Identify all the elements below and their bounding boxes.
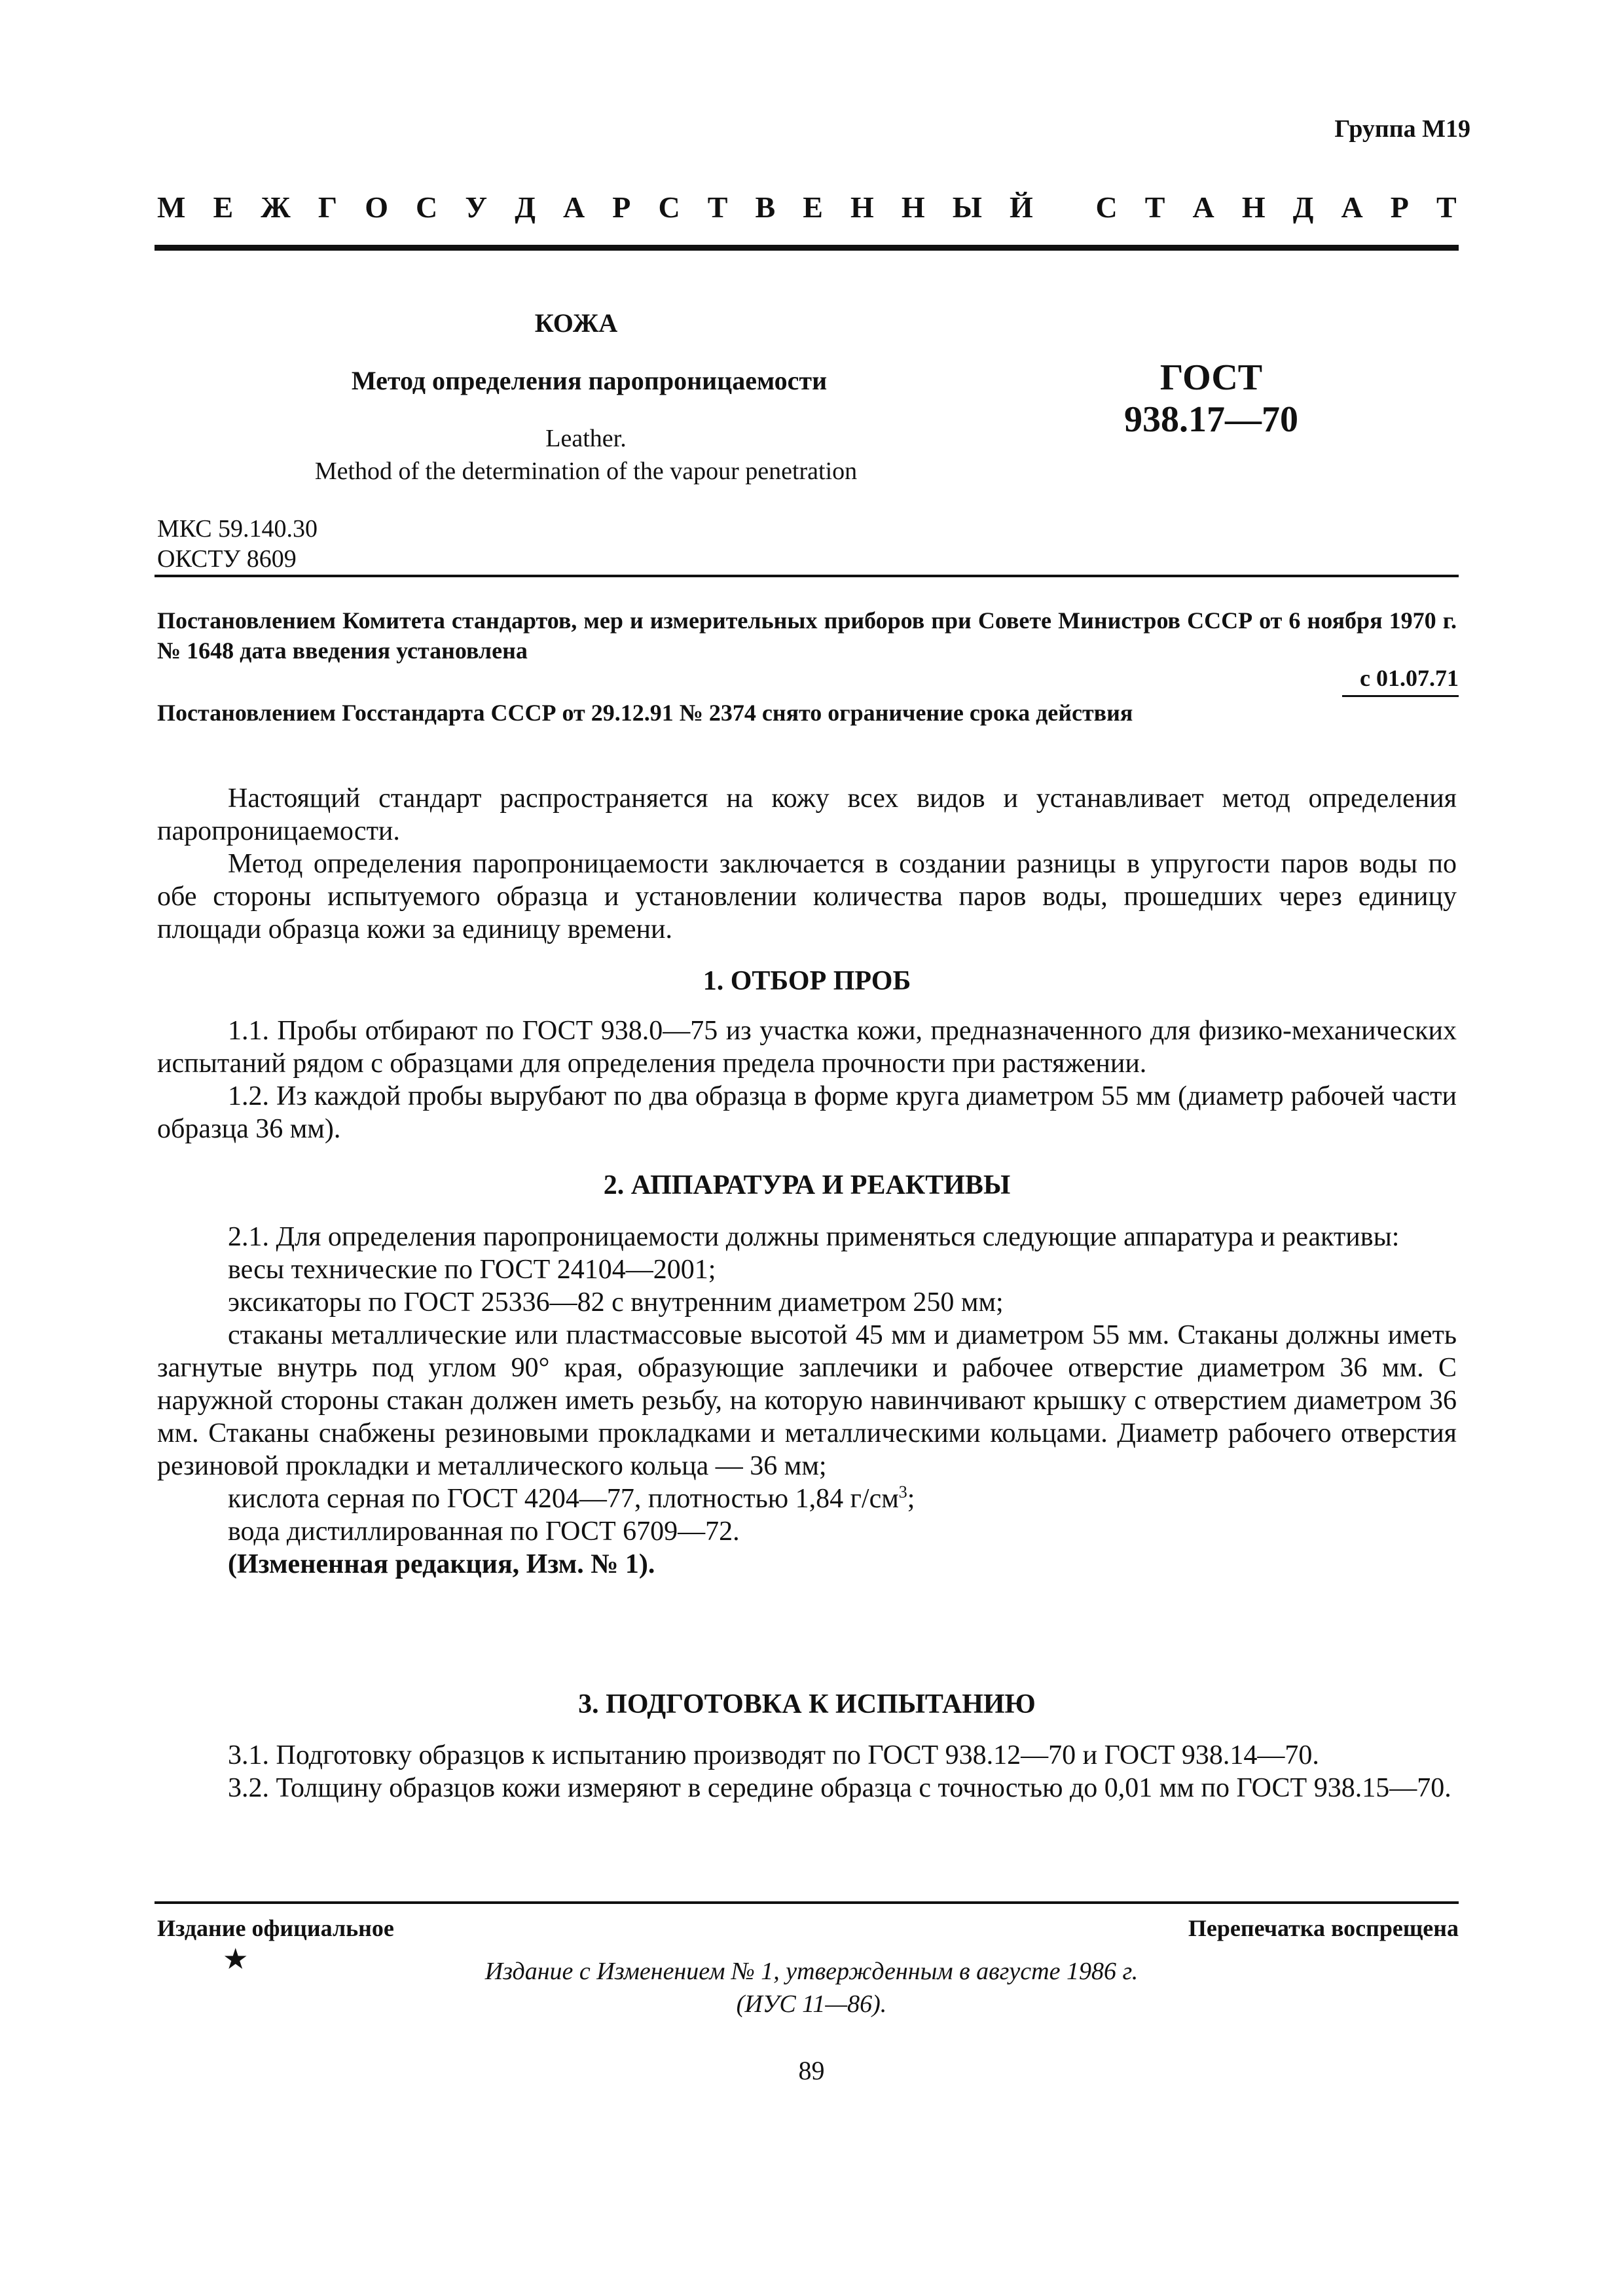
gost-label: ГОСТ (1159, 357, 1263, 398)
equipment-item: весы технические по ГОСТ 24104—2001; (228, 1255, 716, 1285)
document-title: КОЖА (534, 308, 618, 338)
standard-banner (157, 190, 1457, 224)
section-heading: 3. ПОДГОТОВКА К ИСПЫТАНИЮ (578, 1689, 1036, 1719)
english-title-line1: Leather. (545, 425, 627, 452)
equipment-item (157, 1482, 1457, 1515)
banner-letter: Т (1436, 190, 1457, 224)
amendment-note: (Измененная редакция, Изм. № 1). (228, 1549, 655, 1579)
clause-3-2: 3.2. Толщину образцов кожи измеряют в середине образца с точностью до 0,01 мм по ГОСТ 938.15—70. (228, 1773, 1451, 1803)
banner-letter: Ы (952, 190, 982, 224)
intro-paragraph: Метод определения паропроницаемости заключается в создании разницы в упругости паров воды по обе стороны испытуемого образца и установлении количества паров воды, прошедших через единицу площади образца кожи за единицу времени. (157, 849, 1457, 944)
banner-letter: Т (707, 190, 728, 224)
banner-letter: Р (1390, 190, 1409, 224)
introduction-date: с 01.07.71 (1360, 665, 1459, 691)
star-icon: ★ (223, 1943, 249, 1975)
banner-letter: Н (850, 190, 874, 224)
banner-letter: Е (213, 190, 234, 224)
clause-3-1: 3.1. Подготовку образцов к испытанию производят по ГОСТ 938.12—70 и ГОСТ 938.14—70. (228, 1740, 1319, 1770)
banner-letter: Н (901, 190, 925, 224)
okstu-code: ОКСТУ 8609 (157, 545, 297, 573)
superscript: 3 (898, 1482, 907, 1501)
edition-label: Издание официальное (157, 1915, 394, 1941)
clause-1-2: 1.2. Из каждой пробы вырубают по два образца в форме круга диаметром 55 мм (диаметр рабочей части образца 36 мм). (157, 1081, 1457, 1144)
page-number: 89 (798, 2056, 825, 2085)
banner-letter: Й (1010, 190, 1033, 224)
banner-letter: Д (1292, 190, 1314, 224)
banner-letter: Е (803, 190, 823, 224)
banner-letter: С (416, 190, 438, 224)
equipment-item: вода дистиллированная по ГОСТ 6709—72. (228, 1516, 740, 1547)
banner-letter: Ж (261, 190, 291, 224)
banner-letter: Н (1241, 190, 1266, 224)
banner-letter: А (1341, 190, 1363, 224)
classification-codes (157, 514, 318, 574)
footer-rule (155, 1901, 1459, 1904)
amendment-index: (ИУС 11—86). (736, 1990, 887, 2018)
clause-2-1: 2.1. Для определения паропроницаемости должны применяться следующие аппаратура и реактивы: (228, 1222, 1400, 1252)
gost-code: 938.17—70 (1124, 399, 1298, 440)
intro-paragraph: Настоящий стандарт распространяется на кожу всех видов и устанавливает метод определения паропроницаемости. (157, 783, 1457, 846)
mks-code: МКС 59.140.30 (157, 515, 318, 543)
section-heading: 2. АППАРАТУРА И РЕАКТИВЫ (603, 1170, 1011, 1200)
decree-approval: Постановлением Комитета стандартов, мер и измерительных приборов при Совете Министров СССР от 6 ноября 1970 г. № 1648 дата введения установлена (157, 607, 1457, 664)
banner-letter: Р (612, 190, 631, 224)
equipment-item: стаканы металлические или пластмассовые высотой 45 мм и диаметром 55 мм. Стаканы должны иметь загнутые внутрь под углом 90° края, образующие заплечики и рабочее отверстие диаметром 36 мм. С наружной стороны стакан должен иметь резьбу, на которую навинчивают крышку с отверстием диаметром 36 мм. Стаканы снабжены резиновыми прокладками и металлическими кольцами. Диаметр рабочего отверстия резиновой прокладки и металлического кольца — 36 мм; (157, 1320, 1457, 1481)
english-title-line2: Method of the determination of the vapour penetration (314, 457, 858, 485)
banner-letter: М (157, 190, 186, 224)
document-subtitle: Метод определения паропроницаемости (351, 366, 828, 395)
banner-letter: А (562, 190, 585, 224)
banner-letter: Т (1144, 190, 1165, 224)
banner-letter: В (755, 190, 776, 224)
banner-letter: О (365, 190, 388, 224)
section-3-text (157, 1739, 1457, 1804)
banner-letter: Д (515, 190, 536, 224)
decree-validity: Постановлением Госстандарта СССР от 29.12.91 № 2374 снято ограничение срока действия (157, 700, 1133, 726)
banner-letter: У (465, 190, 488, 224)
section-2-text (157, 1221, 1457, 1581)
banner-letter: С (658, 190, 680, 224)
section-1-text (157, 1014, 1457, 1145)
clause-1-1: 1.1. Пробы отбирают по ГОСТ 938.0—75 из участка кожи, предназначенного для физико-механических испытаний рядом с образцами для определения предела прочности при растяжении. (157, 1016, 1457, 1079)
section-heading: 1. ОТБОР ПРОБ (702, 966, 911, 996)
date-underline (1342, 695, 1459, 697)
banner-letter (1061, 190, 1068, 224)
acid-text-end: ; (907, 1484, 915, 1514)
group-code: Группа М19 (1334, 115, 1470, 143)
banner-letter: Г (318, 190, 338, 224)
gost-number (1100, 357, 1322, 440)
header-rule (155, 575, 1459, 577)
banner-letter: А (1192, 190, 1214, 224)
acid-text: кислота серная по ГОСТ 4204—77, плотностью 1,84 г/см (228, 1484, 899, 1514)
top-rule (155, 245, 1459, 251)
banner-letter: С (1095, 190, 1118, 224)
equipment-item: эксикаторы по ГОСТ 25336—82 с внутренним диаметром 250 мм; (228, 1287, 1004, 1318)
amendment-edition: Издание с Изменением № 1, утвержденным в августе 1986 г. (484, 1958, 1139, 1985)
reprint-notice: Перепечатка воспрещена (1188, 1915, 1459, 1941)
intro-text (157, 782, 1457, 946)
